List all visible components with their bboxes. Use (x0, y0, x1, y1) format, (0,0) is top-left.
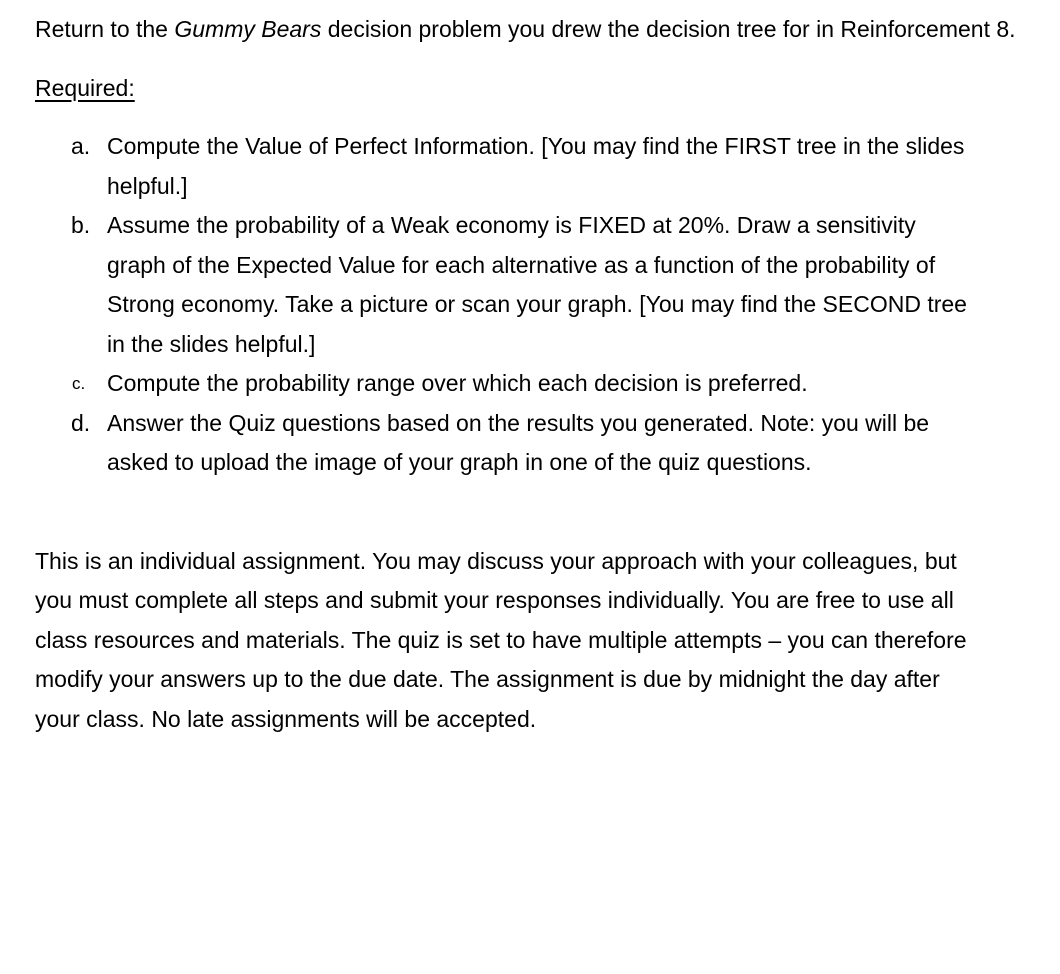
task-text-a: Compute the Value of Perfect Information. [You may find the FIRST tree in the slides helpful.] (107, 133, 965, 199)
task-text-c: Compute the probability range over which each decision is preferred. (107, 370, 808, 396)
task-list (35, 127, 1035, 483)
task-item-d (35, 404, 977, 483)
intro-text-after-title: decision problem you drew the decision tree for in Reinforcement 8. (321, 16, 1016, 42)
required-heading: Required: (35, 74, 135, 101)
task-marker-c: c. (72, 374, 86, 393)
document-page (35, 10, 1035, 739)
task-text-b: Assume the probability of a Weak economy is FIXED at 20%. Draw a sensitivity graph of the Expected Value for each alternative as a function of the probability of Strong economy. Take a picture or scan your graph. [You may find the SECOND tree in the slides helpful.] (107, 212, 967, 357)
intro-paragraph (35, 10, 1035, 50)
intro-text-before-title: Return to the (35, 16, 175, 42)
intro-problem-title: Gummy Bears (174, 16, 322, 42)
task-marker-b: b. (71, 212, 91, 238)
task-item-a (35, 127, 977, 206)
task-item-b (35, 206, 977, 364)
closing-paragraph: This is an individual assignment. You may discuss your approach with your colleagues, but you must complete all steps and submit your responses individually. You are free to use all class resources and materials. The quiz is set to have multiple attempts – you can therefore modify your answers up to the due date. The assignment is due by midnight the day after your class. No late assignments will be accepted. (35, 547, 967, 732)
task-marker-a: a. (71, 133, 91, 159)
task-text-d: Answer the Quiz questions based on the results you generated. Note: you will be asked to upload the image of your graph in one of the quiz questions. (107, 409, 930, 475)
task-item-c (35, 364, 977, 404)
task-marker-d: d. (71, 409, 91, 436)
